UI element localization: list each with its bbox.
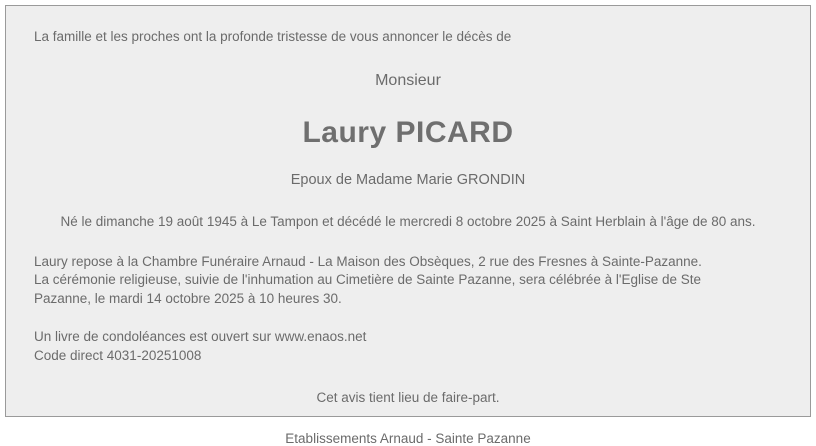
- ceremony-line-1: La cérémonie religieuse, suivie de l'inhumation au Cimetière de Sainte Pazanne, sera célébrée à l'Eglise de Ste: [34, 272, 702, 288]
- birth-death-line: Né le dimanche 19 août 1945 à Le Tampon et décédé le mercredi 8 octobre 2025 à Saint Herblain à l'âge de 80 ans.: [60, 213, 756, 229]
- death-notice-card: [5, 5, 811, 446]
- deceased-full-name: Laury PICARD: [302, 115, 514, 149]
- condolences-book-line: Un livre de condoléances est ouvert sur www.enaos.net: [34, 329, 367, 345]
- condolences-paragraph: [34, 328, 782, 365]
- spouse-line: Epoux de Madame Marie GRONDIN: [290, 171, 526, 188]
- notice-intro-text: La famille et les proches ont la profonde tristesse de vous annoncer le décès de: [34, 29, 512, 44]
- direct-code-line: Code direct 4031-20251008: [34, 348, 202, 364]
- ceremony-line-2: Pazanne, le mardi 14 octobre 2025 à 10 heures 30.: [34, 290, 342, 306]
- repose-location-line: Laury repose à la Chambre Funéraire Arnaud - La Maison des Obsèques, 2 rue des Fresnes à Sainte-Pazanne.: [34, 253, 702, 269]
- funeral-establishment: Etablissements Arnaud - Sainte Pazanne: [285, 430, 531, 446]
- ceremony-paragraph: [34, 253, 782, 309]
- notice-civility: Monsieur: [375, 71, 441, 89]
- faire-part-note: Cet avis tient lieu de faire-part.: [316, 389, 500, 405]
